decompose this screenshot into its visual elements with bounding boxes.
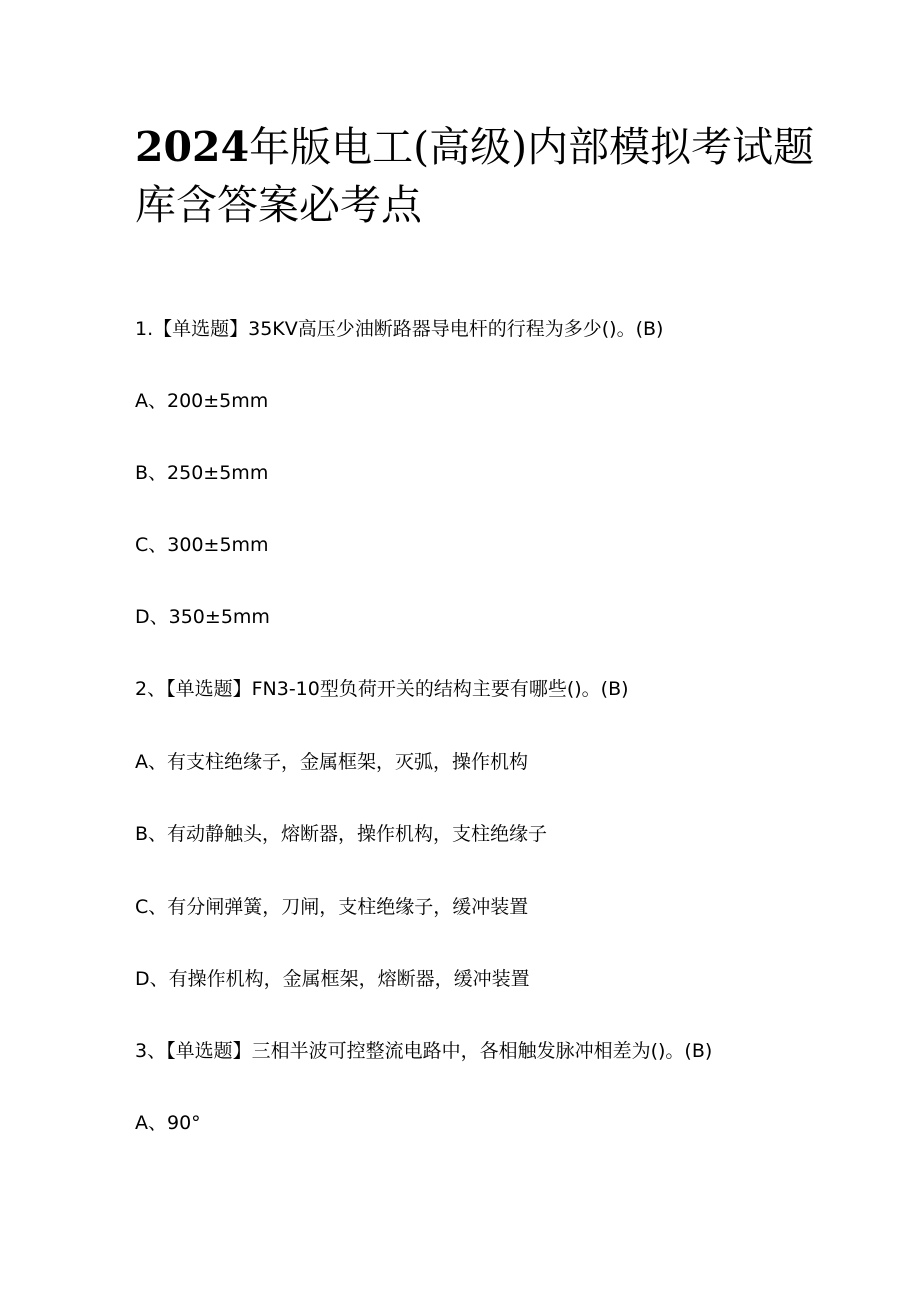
question-3: 3、【单选题】三相半波可控整流电路中，各相触发脉冲相差为()。(B) [135,1040,713,1062]
title-year: 2024 [135,123,250,171]
question-2-option-d: D、有操作机构，金属框架，熔断器，缓冲装置 [135,968,530,990]
question-2: 2、【单选题】FN3-10型负荷开关的结构主要有哪些()。(B) [135,678,629,700]
question-2-option-a: A、有支柱绝缘子，金属框架，灭弧，操作机构 [135,751,528,773]
title-text: 年版电工(高级)内部模拟考试题库含答案必考点 [135,123,815,229]
question-1-option-a: A、200±5mm [135,390,269,412]
question-1-option-c: C、300±5mm [135,534,269,556]
question-2-option-b: B、有动静触头，熔断器，操作机构，支柱绝缘子 [135,823,548,845]
question-3-option-a: A、90° [135,1112,201,1134]
document-title [135,118,825,234]
question-2-option-c: C、有分闸弹簧，刀闸，支柱绝缘子，缓冲装置 [135,896,529,918]
question-1-option-b: B、250±5mm [135,462,269,484]
question-1-option-d: D、350±5mm [135,606,270,628]
question-1: 1.【单选题】35KV高压少油断路器导电杆的行程为多少()。(B) [135,318,664,340]
